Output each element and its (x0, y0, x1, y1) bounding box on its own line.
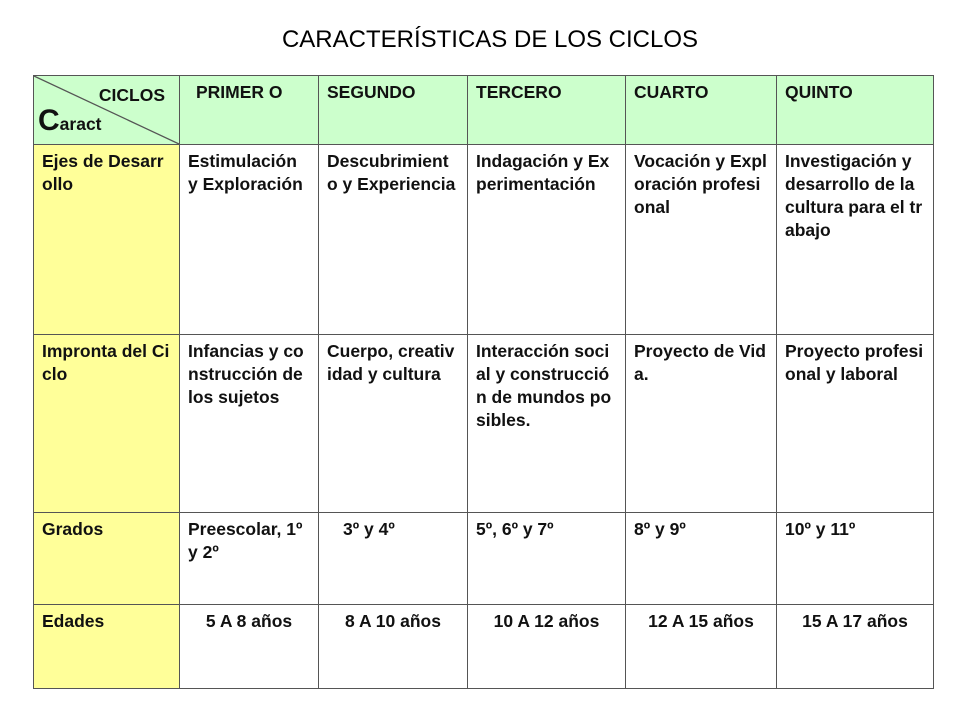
corner-ciclos-label: CICLOS (98, 85, 165, 105)
row-label-grados: Grados (34, 513, 180, 605)
table-cell: Interacción social y construcción de mundos posibles. (468, 335, 626, 513)
col-header-cuarto: CUARTO (626, 76, 777, 145)
header-row (34, 76, 934, 145)
table-cell: Cuerpo, creatividad y cultura (319, 335, 468, 513)
table-cell: Descubrimiento y Experiencia (319, 145, 468, 335)
row-label-edades: Edades (34, 605, 180, 689)
table-row (34, 145, 934, 335)
table-row (34, 605, 934, 689)
table-cell: 10º y 11º (777, 513, 934, 605)
col-header-quinto: QUINTO (777, 76, 934, 145)
table-cell: Proyecto profesional y laboral (777, 335, 934, 513)
table-cell: Proyecto de Vida. (626, 335, 777, 513)
table-cell: Estimulación y Exploración (180, 145, 319, 335)
table-cell: 12 A 15 años (626, 605, 777, 689)
table-cell: 15 A 17 años (777, 605, 934, 689)
row-label-impronta: Impronta del Ciclo (34, 335, 180, 513)
table-cell: 10 A 12 años (468, 605, 626, 689)
corner-cell (34, 76, 180, 145)
table-cell: 8º y 9º (626, 513, 777, 605)
col-header-segundo: SEGUNDO (319, 76, 468, 145)
table-cell: Investigación y desarrollo de la cultura para el trabajo (777, 145, 934, 335)
table-cell: 5º, 6º y 7º (468, 513, 626, 605)
page-title: CARACTERÍSTICAS DE LOS CICLOS (281, 26, 699, 53)
table-row (34, 513, 934, 605)
table-cell: Indagación y Experimentación (468, 145, 626, 335)
cycles-table (33, 75, 934, 689)
table-cell: Infancias y construcción de los sujetos (180, 335, 319, 513)
corner-caract-label: Caract (38, 104, 102, 137)
table-cell: Vocación y Exploración profesional (626, 145, 777, 335)
row-label-ejes: Ejes de Desarrollo (34, 145, 180, 335)
col-header-primero: PRIMER O (180, 76, 319, 145)
table-cell: Preescolar, 1º y 2º (180, 513, 319, 605)
table-row (34, 335, 934, 513)
table-cell: 8 A 10 años (319, 605, 468, 689)
col-header-tercero: TERCERO (468, 76, 626, 145)
table-cell: 5 A 8 años (180, 605, 319, 689)
table-cell: 3º y 4º (319, 513, 468, 605)
